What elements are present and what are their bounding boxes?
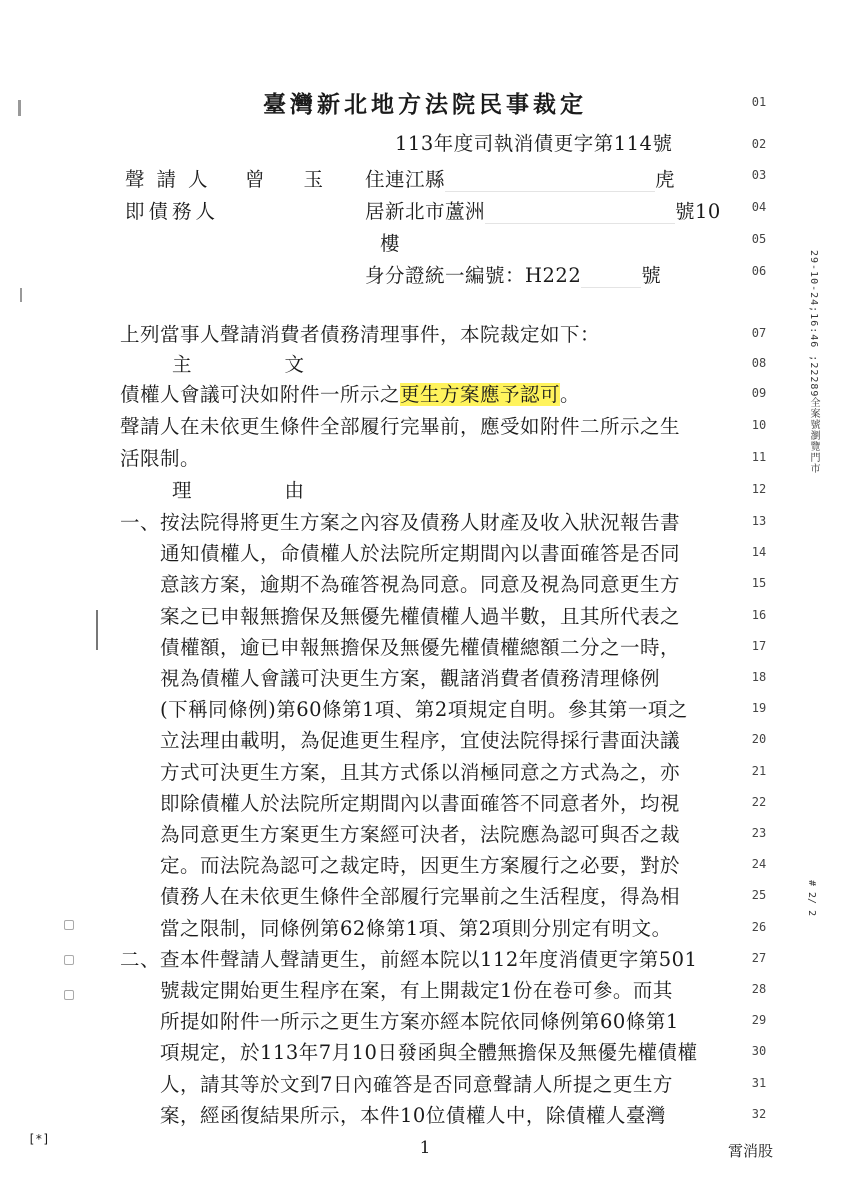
body-line: 案之已申報無擔保及無優先權債權人過半數，且其所代表之 <box>120 604 681 628</box>
body-line: 債權額，逾已申報無擔保及無優先權債權總額二分之一時， <box>120 635 681 659</box>
line-number: 16 <box>751 607 767 622</box>
line-number: 05 <box>751 232 767 246</box>
residence-continued: 樓 <box>380 232 401 255</box>
line-number: 06 <box>751 264 767 278</box>
line-number: 31 <box>751 1075 767 1090</box>
line-number: 28 <box>751 982 767 996</box>
page-number: 1 <box>419 1138 431 1158</box>
party-residence <box>365 196 721 224</box>
line-number: 21 <box>751 763 767 778</box>
corner-mark: [*] <box>28 1132 50 1146</box>
body-line: 視為債權人會議可決更生方案，觀諸消費者債務清理條例 <box>120 667 661 690</box>
intro-line: 上列當事人聲請消費者債務清理事件，本院裁定如下： <box>120 323 601 346</box>
reason-heading: 理 由 <box>172 479 323 502</box>
id-tail: 號 <box>641 264 662 287</box>
body-line: (下稱同條例)第60條第1項、第2項規定自明。參其第一項之 <box>120 698 688 722</box>
body-line: 債務人在未依更生條件全部履行完畢前之生活程度，得為相 <box>120 885 681 909</box>
body-line: 一、按法院得將更生方案之內容及債務人財產及收入狀況報告書 <box>120 511 681 534</box>
fax-timestamp: 29-10-24;16:46 ;22289全案號瀏覽門市 <box>808 250 819 475</box>
body-line: 意該方案，逾期不為確答視為同意。同意及視為同意更生方 <box>120 573 681 597</box>
line-number: 10 <box>751 418 767 432</box>
scan-artifact <box>96 610 98 650</box>
body-line: 號裁定開始更生程序在案，有上開裁定1份在卷可參。而其 <box>120 979 673 1002</box>
line-number: 14 <box>751 545 767 560</box>
main-text-part: 債權人會議可決如附件一所示之 <box>120 383 401 406</box>
case-number: 113年度司執消債更字第114號 <box>395 132 673 155</box>
party-name: 曾 玉 <box>245 168 324 191</box>
line-number: 03 <box>751 168 767 182</box>
punch-mark <box>64 920 74 930</box>
body-line: 人，請其等於文到7日內確答是否同意聲請人所提之更生方 <box>120 1072 673 1096</box>
residence-text: 居新北市蘆洲 <box>365 200 486 223</box>
party-address <box>365 164 675 192</box>
body-line: 通知債權人，命債權人於法院所定期間內以書面確答是否同 <box>120 542 681 566</box>
party-label-applicant: 聲請人 <box>125 168 220 191</box>
line-number: 29 <box>751 1013 767 1028</box>
court-unit: 霄消股 <box>728 1142 774 1160</box>
line-number: 02 <box>751 137 767 151</box>
punch-mark <box>64 955 74 965</box>
line-number: 32 <box>751 1106 767 1121</box>
main-text-line-1 <box>120 380 730 410</box>
document-title: 臺灣新北地方法院民事裁定 <box>263 91 587 118</box>
body-line: 當之限制，同條例第62條第1項、第2項則分別定有明文。 <box>120 916 672 940</box>
line-number: 24 <box>751 857 767 872</box>
body-line: 立法理由載明，為促進更生程序，宜使法院得採行書面決議 <box>120 729 681 753</box>
body-line: 案，經函復結果所示，本件10位債權人中，除債權人臺灣 <box>120 1103 666 1127</box>
id-number <box>365 260 661 288</box>
line-number: 01 <box>751 95 767 109</box>
body-line: 項規定，於113年7月10日發函與全體無擔保及無優先權債權 <box>120 1041 698 1065</box>
punch-mark <box>64 990 74 1000</box>
line-number: 11 <box>751 450 767 464</box>
body-line: 即除債權人於法院所定期間內以書面確答不同意者外，均視 <box>120 791 681 815</box>
scan-artifact <box>20 288 22 302</box>
line-number: 30 <box>751 1044 767 1059</box>
fax-page-count: # 2/ 2 <box>806 880 817 917</box>
body-line: 二、查本件聲請人聲請更生，前經本院以112年度消債更字第501 <box>120 947 698 971</box>
line-number: 27 <box>751 950 767 965</box>
line-number: 23 <box>751 826 767 840</box>
line-number: 12 <box>751 482 767 496</box>
line-number: 18 <box>751 670 767 684</box>
body-line: 為同意更生方案更生方案經可決者，法院應為認可與否之裁 <box>120 823 681 846</box>
id-label: 身分證統一編號：H222 <box>365 264 582 287</box>
line-number: 26 <box>751 919 767 934</box>
body-line: 定。而法院為認可之裁定時，因更生方案履行之必要，對於 <box>120 854 681 878</box>
line-number: 17 <box>751 638 767 653</box>
line-number: 25 <box>751 888 767 903</box>
main-heading: 主 文 <box>172 353 323 376</box>
line-number: 20 <box>751 732 767 747</box>
address-tail: 虎 <box>655 168 676 191</box>
line-number: 09 <box>751 386 767 400</box>
main-text-line-2: 聲請人在未依更生條件全部履行完畢前，應受如附件二所示之生 <box>120 415 681 438</box>
body-line: 方式可決更生方案，且其方式係以消極同意之方式為之，亦 <box>120 760 681 784</box>
line-number: 15 <box>751 576 767 591</box>
body-line: 所提如附件一所示之更生方案亦經本院依同條例第60條第1 <box>120 1010 679 1034</box>
party-label-debtor: 即債務人 <box>125 200 220 223</box>
line-number: 19 <box>751 701 767 716</box>
main-text-line-3: 活限制。 <box>120 447 201 470</box>
highlighted-phrase: 更生方案應予認可 <box>400 383 561 406</box>
address-text: 住連江縣 <box>365 168 446 191</box>
line-number: 07 <box>751 326 767 340</box>
line-number: 13 <box>751 514 767 528</box>
main-text-part: 。 <box>560 383 581 406</box>
residence-tail: 號10 <box>675 200 721 223</box>
line-number: 22 <box>751 794 767 809</box>
line-number: 08 <box>751 356 767 370</box>
line-number: 04 <box>751 200 767 214</box>
